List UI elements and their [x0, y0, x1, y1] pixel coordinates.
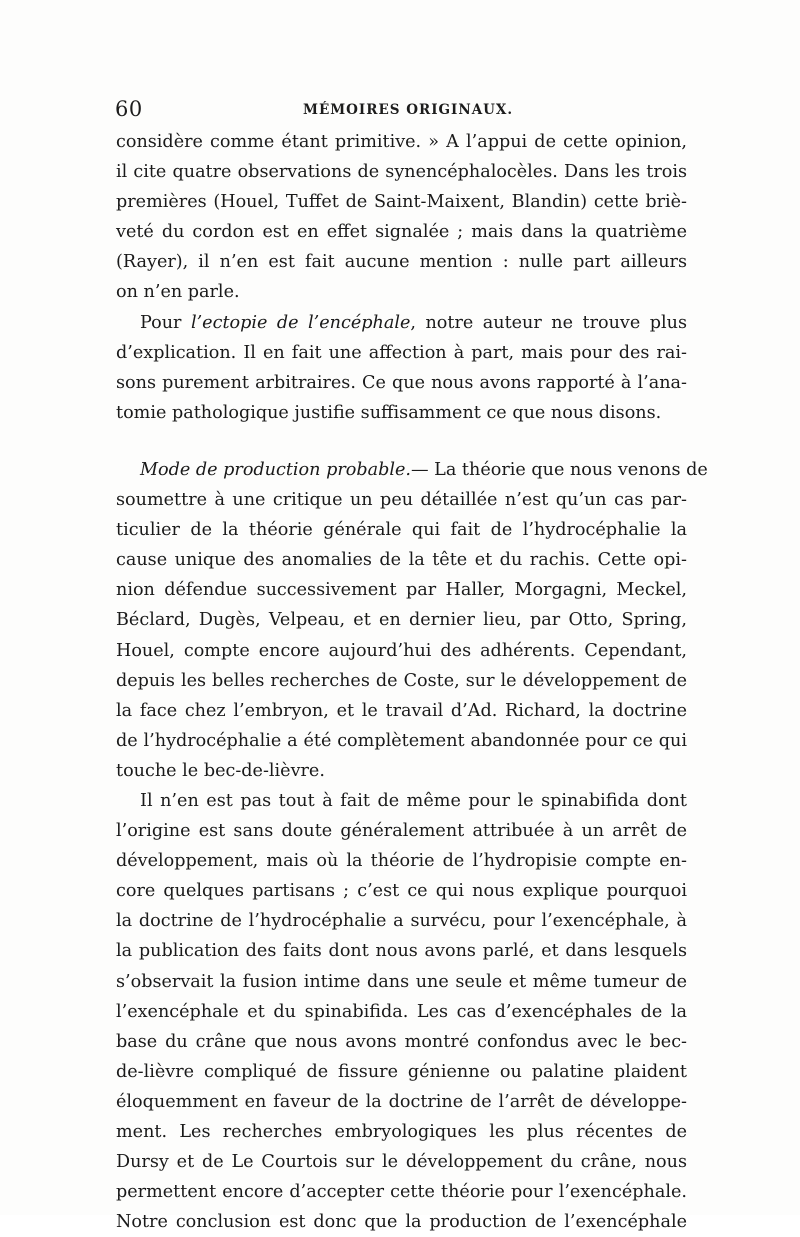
- text-line: Houel, compte encore aujourd’hui des adhérents. Cependant,: [116, 640, 687, 661]
- text-line: de l’hydrocéphalie a été complètement abandonnée pour ce qui: [116, 730, 687, 751]
- text-line: soumettre à une critique un peu détaillée n’est qu’un cas par-: [116, 490, 687, 511]
- running-head: [115, 97, 687, 127]
- text-line: premières (Houel, Tuffet de Saint-Maixent, Blandin) cette briè-: [116, 192, 687, 213]
- text-line: développement, mais où la théorie de l’hydropisie compte en-: [116, 851, 687, 872]
- body-text: [116, 127, 708, 1237]
- text-line: cause unique des anomalies de la tête et du rachis. Cette opi-: [116, 550, 687, 571]
- text-line: on n’en parle.: [116, 282, 240, 303]
- text-line: core quelques partisans ; c’est ce qui nous explique pourquoi: [116, 881, 687, 902]
- text-run: , notre auteur ne trouve plus: [410, 312, 687, 333]
- text-line: s’observait la fusion intime dans une seule et même tumeur de: [116, 971, 687, 992]
- text-line: Il n’en est pas tout à fait de même pour le spinabifida dont: [140, 790, 687, 811]
- text-line: sons purement arbitraires. Ce que nous avons rapporté à l’ana-: [116, 372, 687, 393]
- text-line: Notre conclusion est donc que la production de l’exencéphale: [116, 1212, 687, 1233]
- text-line: Béclard, Dugès, Velpeau, et en dernier lieu, par Otto, Spring,: [116, 610, 687, 631]
- text-line: [116, 455, 708, 485]
- text-line: touche le bec-de-lièvre.: [116, 760, 325, 781]
- text-line: base du crâne que nous avons montré confondus avec le bec-: [116, 1031, 687, 1052]
- text-line: ment. Les recherches embryologiques les plus récentes de: [116, 1122, 687, 1142]
- text-line: de-lièvre compliqué de fissure génienne ou palatine plaident: [116, 1061, 687, 1082]
- text-line: tomie pathologique justifie suffisamment ce que nous disons.: [116, 402, 662, 423]
- text-line: éloquemment en faveur de la doctrine de l’arrêt de développe-: [116, 1091, 687, 1112]
- text-line: la publication des faits dont nous avons parlé, et dans lesquels: [116, 941, 687, 962]
- section-gap: [116, 428, 687, 455]
- text-line: [116, 308, 687, 338]
- text-run: Pour: [140, 312, 191, 333]
- text-line: veté du cordon est en effet signalée ; mais dans la quatrième: [116, 222, 687, 243]
- journal-title: MÉMOIRES ORIGINAUX.: [303, 102, 514, 118]
- text-line: Dursy et de Le Courtois sur le développement du crâne, nous: [116, 1152, 687, 1173]
- text-line: la doctrine de l’hydrocéphalie a survécu, pour l’exencéphale, à: [116, 911, 687, 932]
- text-line: l’exencéphale et du spinabifida. Les cas d’exencéphales de la: [116, 1001, 687, 1022]
- text-line: depuis les belles recherches de Coste, sur le développement de: [116, 670, 687, 691]
- text-line: l’origine est sans doute généralement attribuée à un arrêt de: [116, 821, 687, 842]
- text-line: d’explication. Il en fait une affection à part, mais pour des rai-: [116, 342, 687, 363]
- text-line: permettent encore d’accepter cette théorie pour l’exencéphale.: [116, 1182, 687, 1203]
- text-line: la face chez l’embryon, et le travail d’Ad. Richard, la doctrine: [116, 700, 687, 721]
- italic-term: l’ectopie de l’encéphale: [190, 312, 411, 333]
- text-line: ticulier de la théorie générale qui fait de l’hydrocéphalie la: [116, 520, 687, 541]
- page-number: 60: [115, 97, 143, 121]
- text-line: (Rayer), il n’en est fait aucune mention : nulle part ailleurs: [116, 252, 687, 273]
- text-line: il cite quatre observations de synencéphalocèles. Dans les trois: [116, 162, 687, 183]
- text-line: considère comme étant primitive. » A l’appui de cette opinion,: [116, 132, 687, 152]
- text-run: — La théorie que nous venons de: [410, 459, 708, 480]
- text-line: nion défendue successivement par Haller, Morgagni, Meckel,: [116, 580, 687, 601]
- section-heading: Mode de production probable.: [140, 459, 411, 480]
